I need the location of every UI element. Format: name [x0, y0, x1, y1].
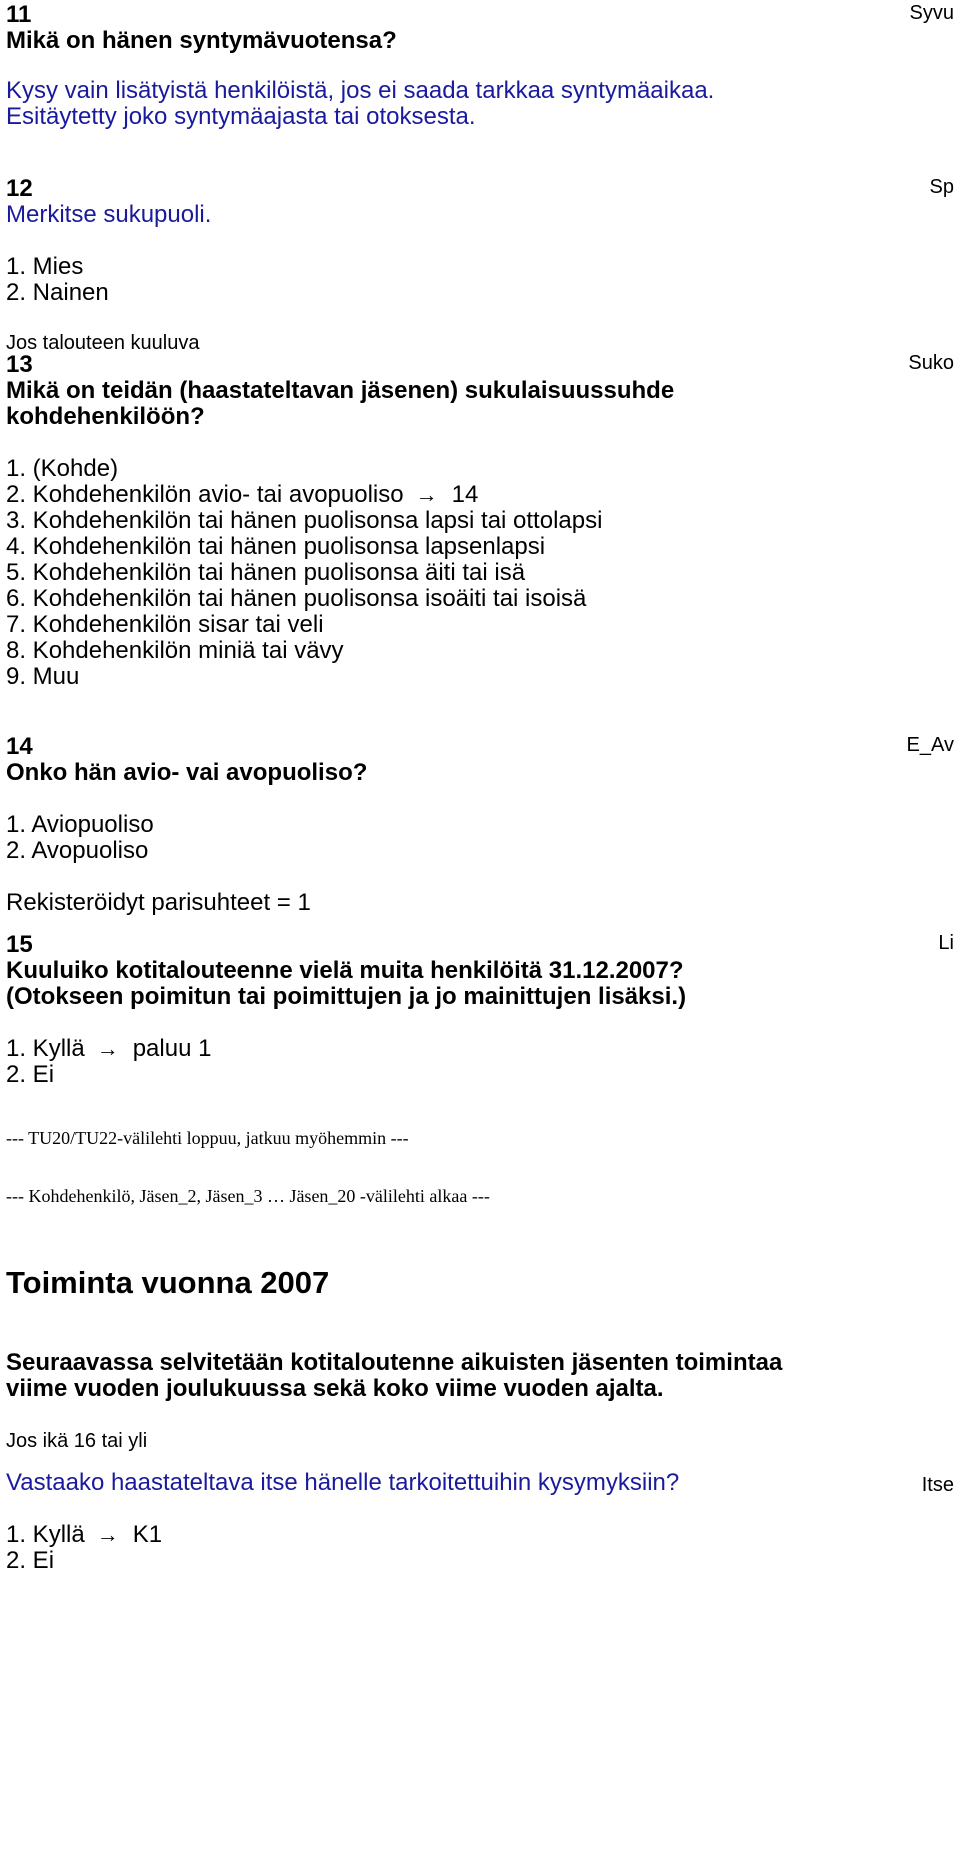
q13-option-1: 1. (Kohde)	[6, 455, 119, 482]
question-13-text-line-1: Mikä on teidän (haastateltavan jäsenen) sukulaisuussuhde	[6, 377, 675, 404]
question-13-text-line-2: kohdehenkilöön?	[6, 403, 205, 430]
variable-sp: Sp	[929, 176, 954, 198]
question-number-11: 11	[6, 1, 32, 28]
q15-option-1-goto: paluu 1	[132, 1035, 212, 1062]
q14-option-1: 1. Aviopuoliso	[6, 811, 154, 838]
q15-option-2: 2. Ei	[6, 1061, 55, 1088]
section-intro-line-2: viime vuoden joulukuussa sekä koko viime vuoden ajalta.	[6, 1375, 664, 1402]
separator-line-2: --- Kohdehenkilö, Jäsen_2, Jäsen_3 … Jäsen_20 -välilehti alkaa ---	[6, 1186, 490, 1206]
itse-option-1-label: 1. Kyllä	[6, 1521, 85, 1548]
q14-note: Rekisteröidyt parisuhteet = 1	[6, 889, 311, 916]
arrow-right-icon: →	[96, 1036, 119, 1061]
question-15-text-line-1: Kuuluiko kotitalouteenne vielä muita henkilöitä 31.12.2007?	[6, 957, 684, 984]
q11-instruction-line-2: Esitäytetty joko syntymäajasta tai otoksesta.	[6, 103, 476, 130]
itse-option-2: 2. Ei	[6, 1547, 55, 1574]
q13-option-2-goto: 14	[451, 481, 479, 508]
q12-option-2: 2. Nainen	[6, 279, 109, 306]
q13-option-2-label: 2. Kohdehenkilön avio- tai avopuoliso	[6, 481, 404, 508]
q13-option-6: 6. Kohdehenkilön tai hänen puolisonsa isoäiti tai isoisä	[6, 585, 587, 612]
question-number-12: 12	[6, 175, 33, 202]
itse-option-1-goto: K1	[132, 1521, 163, 1548]
q13-condition: Jos talouteen kuuluva	[6, 332, 200, 354]
q13-option-4: 4. Kohdehenkilön tai hänen puolisonsa lapsenlapsi	[6, 533, 546, 560]
section-title: Toiminta vuonna 2007	[6, 1265, 330, 1300]
variable-syvu: Syvu	[909, 2, 954, 24]
q13-option-7: 7. Kohdehenkilön sisar tai veli	[6, 611, 324, 638]
itse-instruction: Vastaako haastateltava itse hänelle tarkoitettuihin kysymyksiin?	[6, 1469, 680, 1496]
q13-option-8: 8. Kohdehenkilön miniä tai vävy	[6, 637, 344, 664]
question-11-text: Mikä on hänen syntymävuotensa?	[6, 27, 397, 54]
q12-option-1: 1. Mies	[6, 253, 84, 280]
arrow-right-icon: →	[415, 482, 438, 507]
separator-line-1: --- TU20/TU22-välilehti loppuu, jatkuu myöhemmin ---	[6, 1128, 409, 1148]
arrow-right-icon: →	[96, 1522, 119, 1547]
question-number-13: 13	[6, 351, 33, 378]
variable-e-av: E_Av	[906, 734, 954, 756]
q13-option-3: 3. Kohdehenkilön tai hänen puolisonsa lapsi tai ottolapsi	[6, 507, 603, 534]
q15-option-1-label: 1. Kyllä	[6, 1035, 85, 1062]
q13-option-5: 5. Kohdehenkilön tai hänen puolisonsa äiti tai isä	[6, 559, 526, 586]
variable-suko: Suko	[908, 352, 954, 374]
section-intro-line-1: Seuraavassa selvitetään kotitaloutenne aikuisten jäsenten toimintaa	[6, 1349, 783, 1376]
question-15-text-line-2: (Otokseen poimitun tai poimittujen ja jo mainittujen lisäksi.)	[6, 983, 687, 1010]
question-number-14: 14	[6, 733, 33, 760]
question-number-15: 15	[6, 931, 33, 958]
q11-instruction-line-1: Kysy vain lisätyistä henkilöistä, jos ei saada tarkkaa syntymäaikaa.	[6, 77, 715, 104]
question-14-text: Onko hän avio- vai avopuoliso?	[6, 759, 368, 786]
q12-instruction: Merkitse sukupuoli.	[6, 201, 212, 228]
variable-li: Li	[938, 932, 954, 954]
variable-itse: Itse	[921, 1474, 954, 1496]
section-condition: Jos ikä 16 tai yli	[6, 1430, 148, 1452]
q14-option-2: 2. Avopuoliso	[6, 837, 149, 864]
q13-option-9: 9. Muu	[6, 663, 80, 690]
